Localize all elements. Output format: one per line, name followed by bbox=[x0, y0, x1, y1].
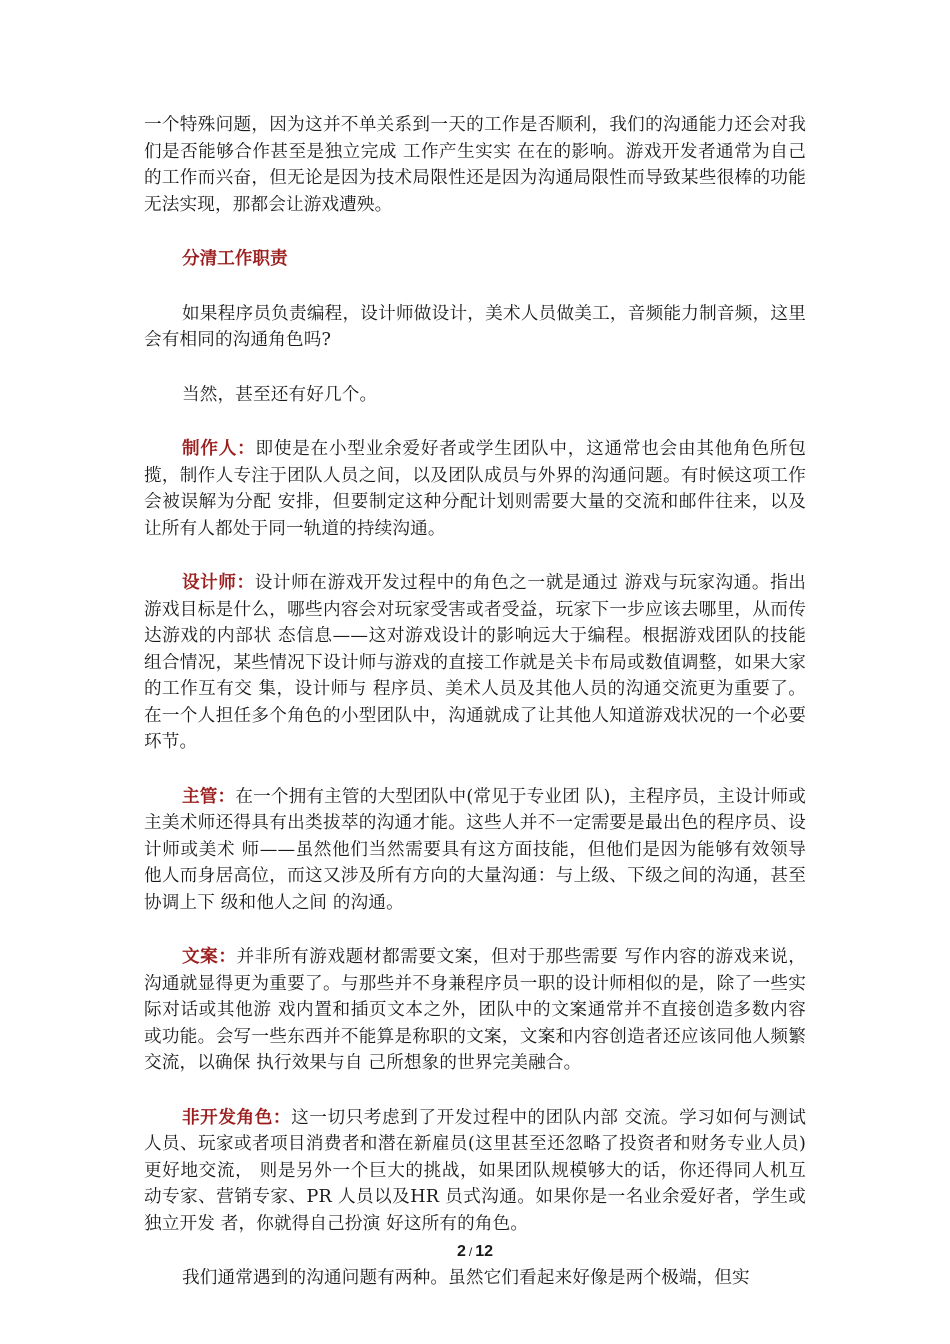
role-paragraph-producer bbox=[144, 436, 806, 542]
role-paragraph-lead bbox=[144, 784, 806, 917]
paragraph-answer: 当然，甚至还有好几个。 bbox=[182, 384, 378, 405]
document-body bbox=[144, 112, 806, 1320]
intro-paragraph: 一个特殊问题，因为这并不单关系到一天的工作是否顺利，我们的沟通能力还会对我们是否能够合作甚至是独立完成 工作产生实实 在在的影响。游戏开发者通常为自己的工作而兴奋，但无论是因为技术局限性还是因为沟通局限性而导致某些很棒的功能无法实现，那都会让游戏遭殃。 bbox=[144, 115, 806, 215]
closing-paragraph: 我们通常遇到的沟通问题有两种。虽然它们看起来好像是两个极端，但实 bbox=[182, 1268, 750, 1288]
role-paragraph-writer bbox=[144, 944, 806, 1077]
role-term: 制作人： bbox=[182, 439, 256, 459]
role-text: 在一个拥有主管的大型团队中(常见于专业团 队)，主程序员，主设计师或主美术师还得具有出类拔萃的沟通才能。这些人并不一定需要是最出色的程序员、设计师或美术 师——虽然他们当然需要具有这方面技能，但他们是因为能够有效领导他人而身居高位，而这又涉及所有方向的大量沟通：与上级、下级之间的沟通，甚至协调上下 级和他人之间 的沟通。 bbox=[144, 786, 806, 913]
role-term: 主管： bbox=[182, 786, 236, 807]
role-term: 设计师： bbox=[182, 573, 255, 593]
role-text: 设计师在游戏开发过程中的角色之一就是通过 游戏与玩家沟通。指出游戏目标是什么，哪些内容会对玩家受害或者受益，玩家下一步应该去哪里，从而传达游戏的内部状 态信息——这对游戏设计的影响远大于编程。根据游戏团队的技能组合情况，某些情况下设计师与游戏的直接工作就是关卡布局或数值调整，如果大家的工作互有交 集，设计师与 程序员、美术人员及其他人员的沟通交流更为重要了。在一个人担任多个角色的小型团队中，沟通就成了让其他人知道游戏状况的一个必要环节。 bbox=[144, 573, 807, 752]
role-paragraph-designer bbox=[144, 570, 806, 756]
role-text: 并非所有游戏题材都需要文案，但对于那些需要 写作内容的游戏来说，沟通就显得更为重要了。与那些并不身兼程序员一职的设计师相似的是，除了一些实际对话或其他游 戏内置和插页文本之外，团队中的文案通常并不直接创造多数内容或功能。会写一些东西并不能算是称职的文案，文案和内容创造者还应该同他人频繁交流，以确保 执行效果与自 己所想象的世界完美融合。 bbox=[144, 947, 806, 1073]
total-pages: 12 bbox=[475, 1243, 494, 1260]
current-page: 2 bbox=[456, 1243, 466, 1260]
page-separator: / bbox=[468, 1245, 473, 1259]
page-number bbox=[0, 1243, 950, 1261]
role-term: 非开发角色： bbox=[182, 1107, 292, 1128]
role-term: 文案： bbox=[182, 947, 237, 967]
role-text: 这一切只考虑到了开发过程中的团队内部 交流。学习如何与测试人员、玩家或者项目消费者和潜在新雇员(这里甚至还忽略了投资者和财务专业人员)更好地交流， 则是另外一个巨大的挑战，如果团队规模够大的话，你还得同人机互动专家、营销专家、PR 人员以及HR 员式沟通。如果你是一名业余爱好者，学生或独立开发 者，你就得自己扮演 好这所有的角色。 bbox=[144, 1107, 806, 1234]
role-paragraph-non-dev bbox=[144, 1105, 806, 1238]
paragraph-roles-question: 如果程序员负责编程，设计师做设计，美术人员做美工，音频能力制音频，这里会有相同的沟通角色吗? bbox=[144, 303, 806, 350]
role-text: 即使是在小型业余爱好者或学生团队中，这通常也会由其他角色所包揽，制作人专注于团队人员之间，以及团队成员与外界的沟通问题。有时候这项工作会被误解为分配 安排，但要制定这种分配计划则需要大量的交流和邮件往来，以及让所有人都处于同一轨道的持续沟通。 bbox=[144, 439, 806, 539]
section-heading: 分清工作职责 bbox=[182, 249, 288, 269]
